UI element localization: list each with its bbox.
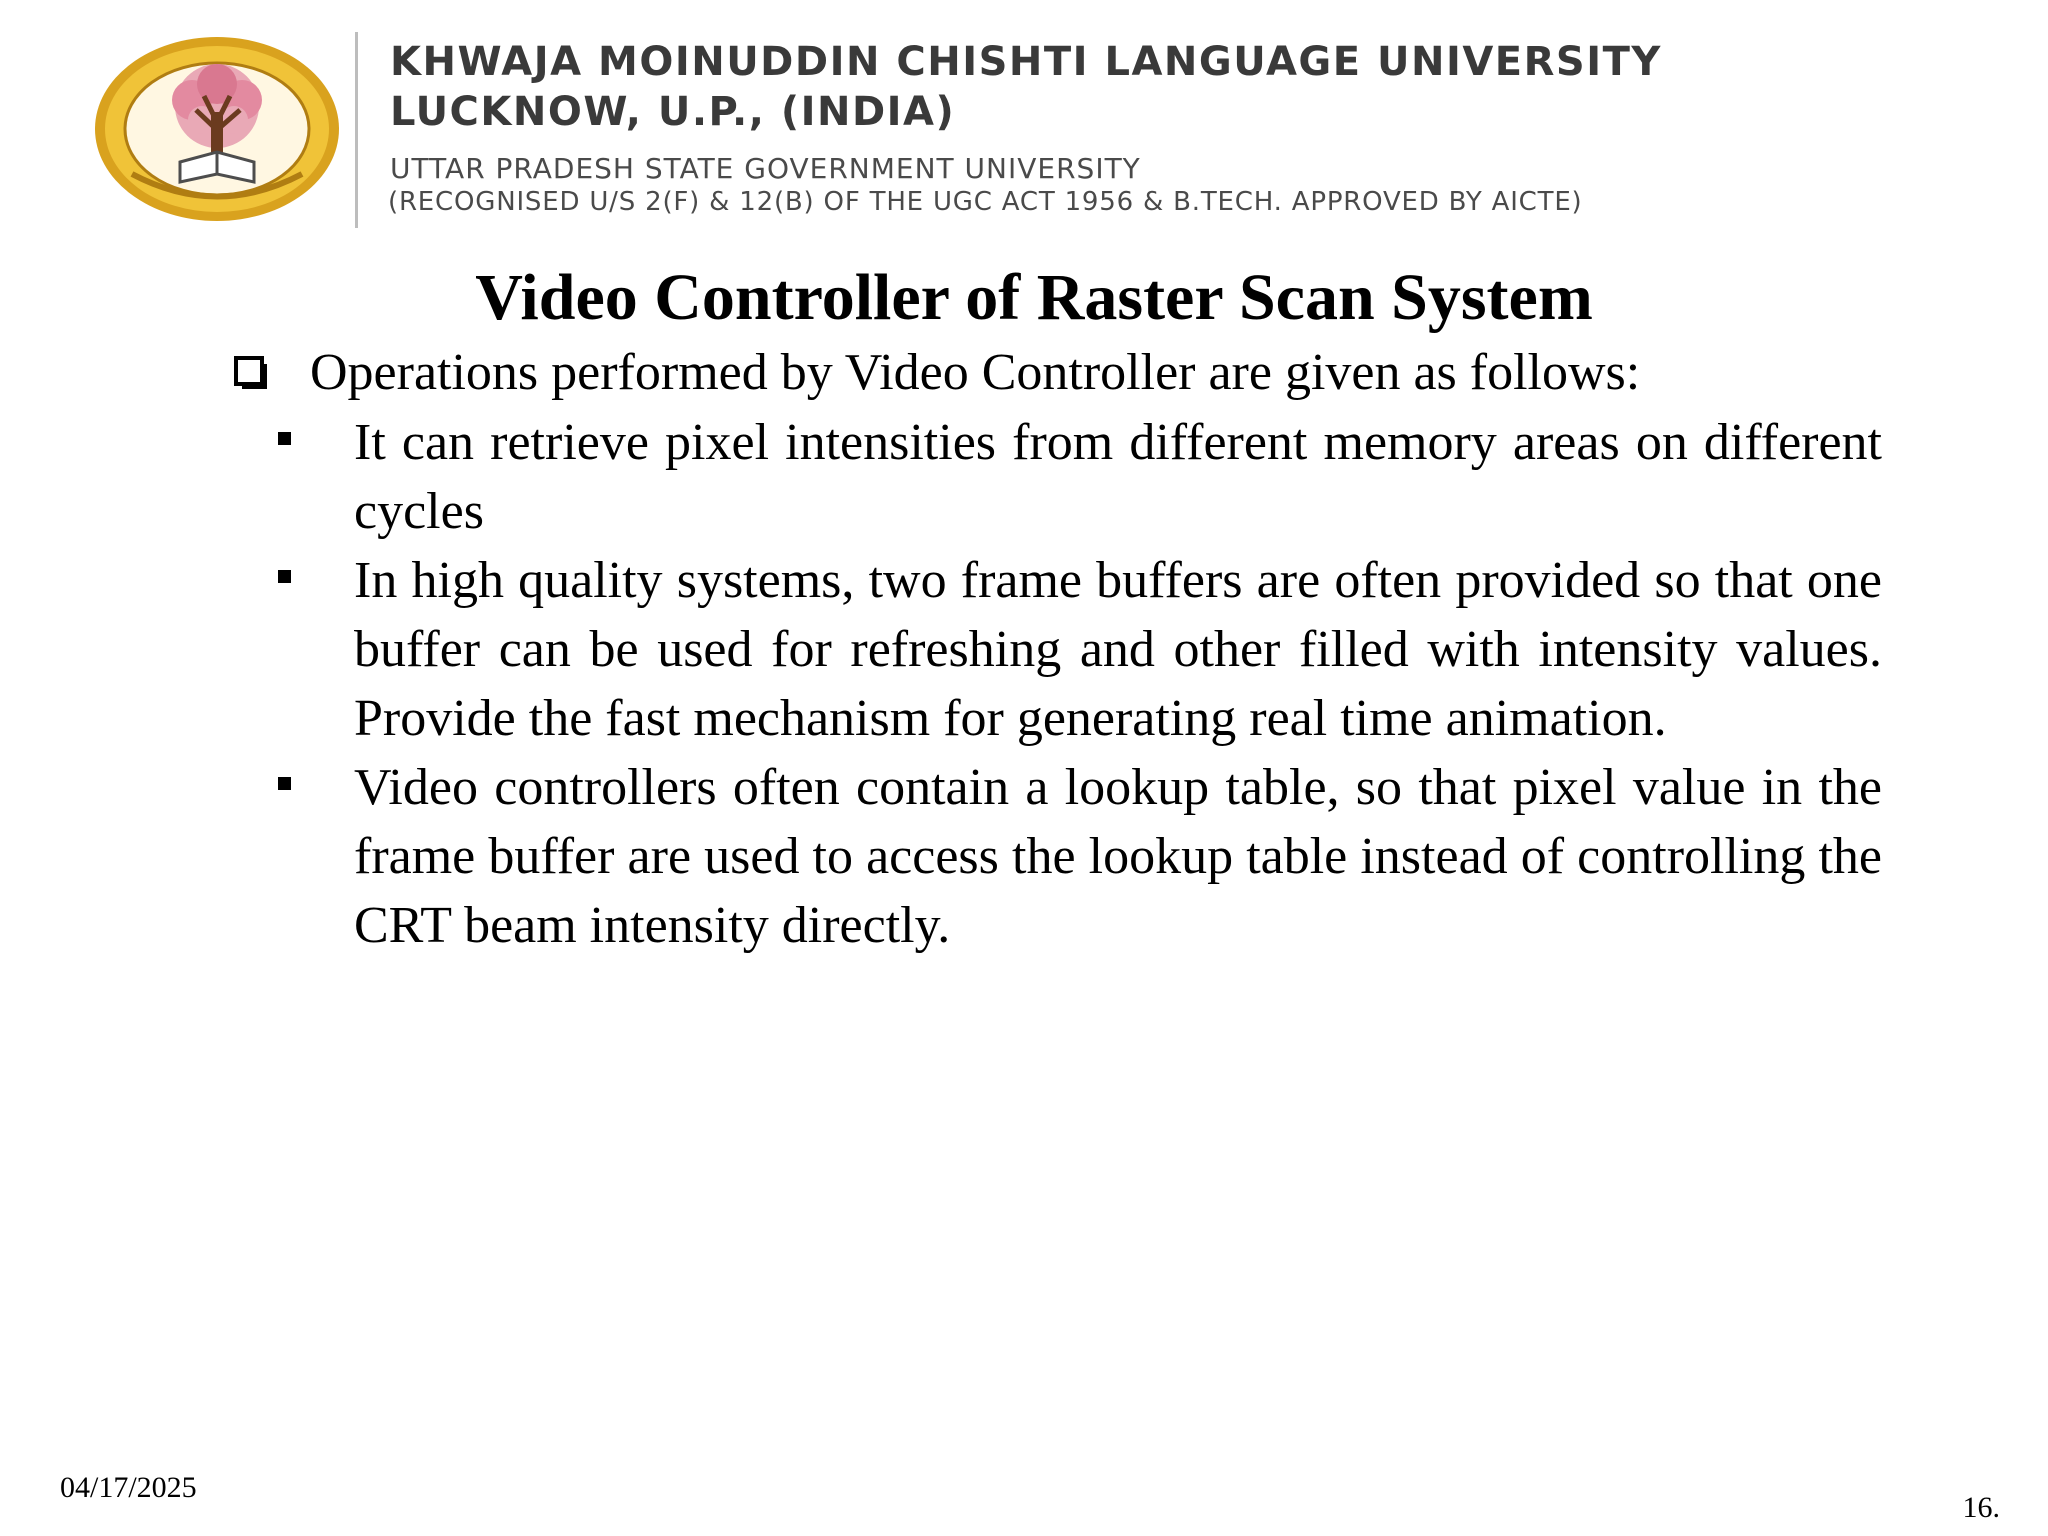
slide-title: Video Controller of Raster Scan System xyxy=(475,261,1593,334)
list-item-text: Video controllers often contain a lookup table, so that pixel value in the frame buffer are used to access the lookup table instead of controlling the CRT beam intensity directly. xyxy=(354,759,1882,954)
list-item xyxy=(276,546,1881,753)
list-item xyxy=(276,753,1881,960)
filled-square-bullet-icon xyxy=(278,777,291,790)
header-divider xyxy=(355,32,358,228)
university-header xyxy=(0,0,2048,240)
university-status: UTTAR PRADESH STATE GOVERNMENT UNIVERSITY xyxy=(390,152,1141,185)
university-seal-icon xyxy=(92,34,342,224)
list-item xyxy=(276,408,1881,546)
list-item-text: It can retrieve pixel intensities from different memory areas on different cycles xyxy=(354,414,1882,540)
hollow-square-bullet-icon xyxy=(234,356,268,390)
sub-bullet-list xyxy=(0,408,2048,960)
list-item-text: In high quality systems, two frame buffers are often provided so that one buffer can be used for refreshing and other filled with intensity values. Provide the fast mechanism for generating real time animation. xyxy=(354,552,1882,747)
filled-square-bullet-icon xyxy=(278,432,291,445)
filled-square-bullet-icon xyxy=(278,570,291,583)
university-location: LUCKNOW, U.P., (INDIA) xyxy=(390,89,956,135)
footer-date: 04/17/2025 xyxy=(60,1471,197,1504)
page-number: 16. xyxy=(1962,1491,2000,1524)
university-recognition: (RECOGNISED U/S 2(F) & 12(B) OF THE UGC ACT 1956 & B.TECH. APPROVED BY AICTE) xyxy=(388,187,1583,217)
university-name: KHWAJA MOINUDDIN CHISHTI LANGUAGE UNIVERSITY xyxy=(390,39,1662,85)
main-point-text: Operations performed by Video Controller are given as follows: xyxy=(310,344,1641,401)
